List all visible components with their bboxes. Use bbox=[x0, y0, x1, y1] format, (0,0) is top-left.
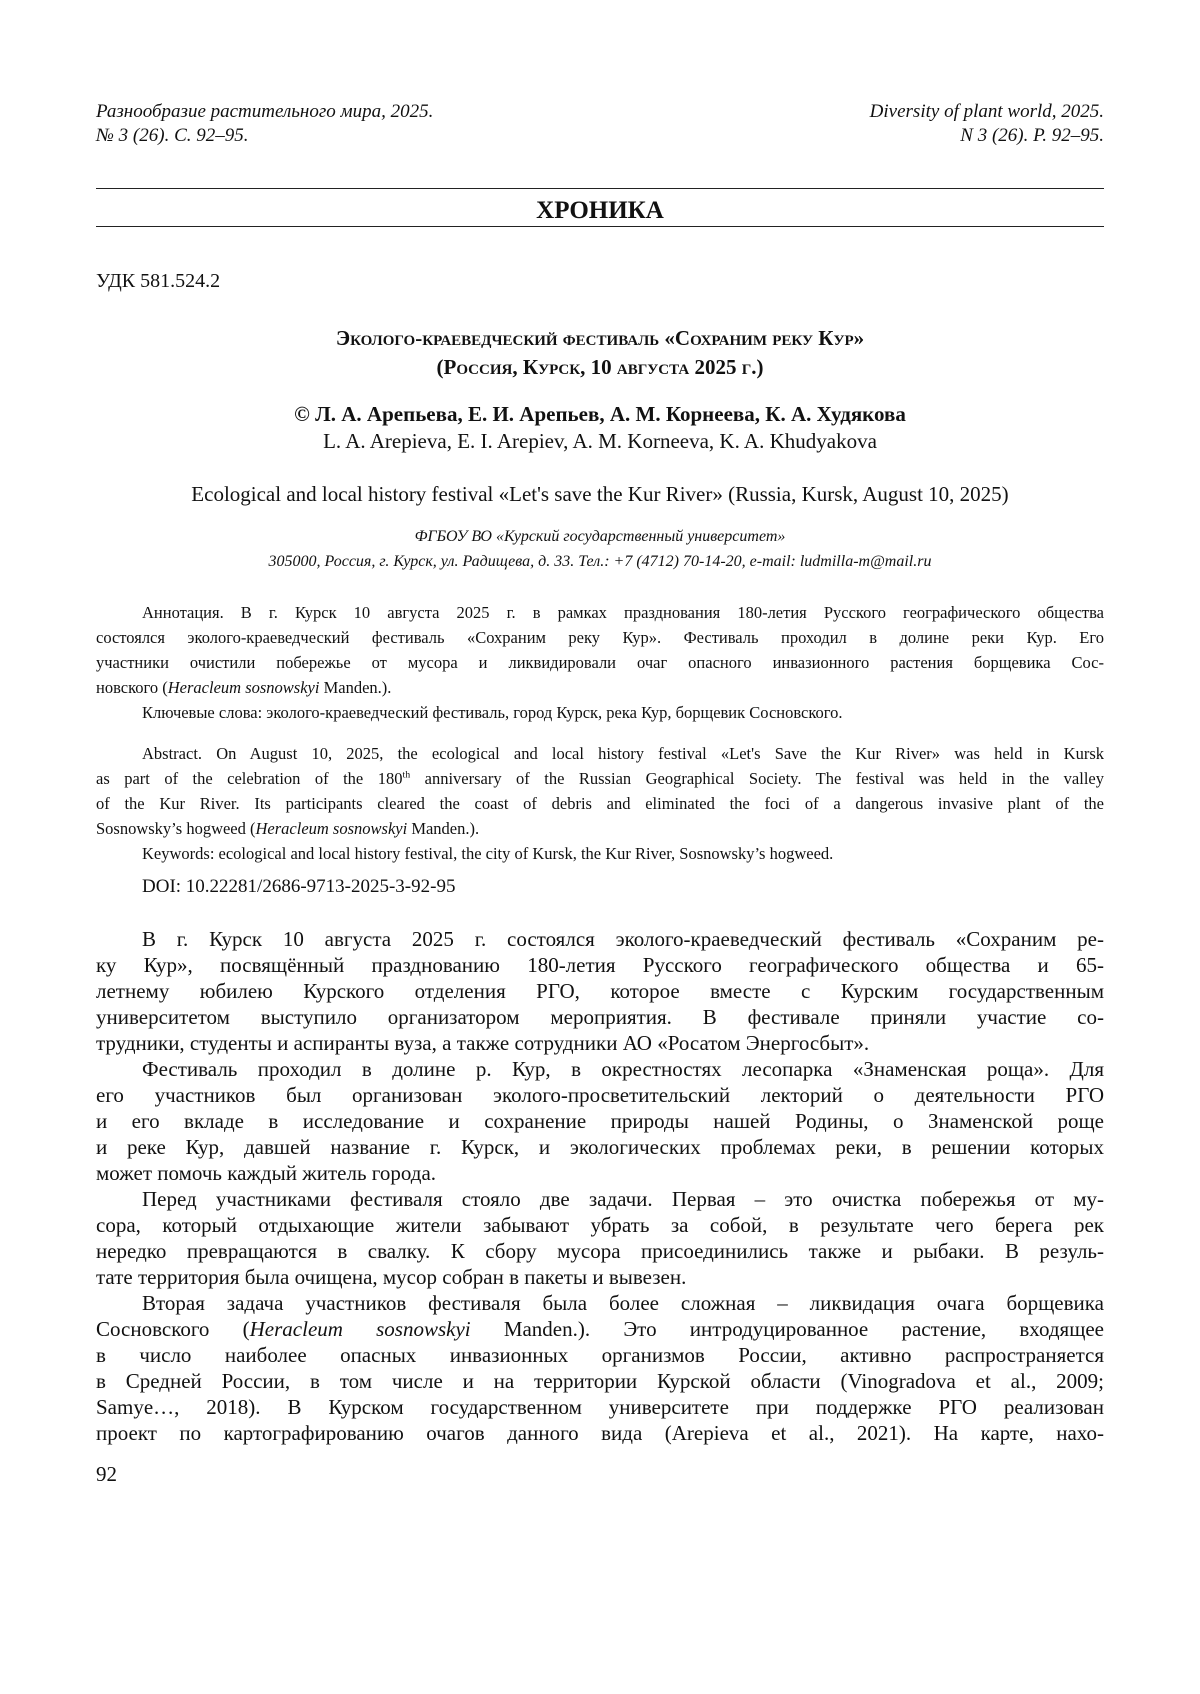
authors bbox=[96, 401, 1104, 455]
header-ru-line-2: № 3 (26). С. 92–95. bbox=[96, 124, 433, 148]
body-line: Вторая задача участников фестиваля была более сложная – ликвидация очага борщевика bbox=[96, 1290, 1104, 1316]
abstract-line: Abstract. On August 10, 2025, the ecological and local history festival «Let's Save the Kur River» was held in Kursk bbox=[96, 741, 1104, 766]
annotation-line bbox=[96, 675, 1104, 700]
section-rule-top bbox=[96, 188, 1104, 189]
text: anniversary of the Russian Geographical Society. The festival was held in the valley bbox=[410, 769, 1104, 788]
body-line: трудники, студенты и аспиранты вуза, а также сотрудники АО «Росатом Энергосбыт». bbox=[96, 1030, 1104, 1056]
body-line: ку Кур», посвящённый празднованию 180-летия Русского географического общества и 65- bbox=[96, 952, 1104, 978]
superscript: th bbox=[402, 770, 410, 781]
abstract-line bbox=[96, 766, 1104, 791]
udc-code: УДК 581.524.2 bbox=[96, 270, 220, 293]
species-name: Heracleum sosnowskyi bbox=[250, 1317, 471, 1341]
authors-ru: © Л. А. Арепьева, Е. И. Арепьев, А. М. Корнеева, К. А. Худякова bbox=[96, 401, 1104, 428]
section-heading: ХРОНИКА bbox=[96, 196, 1104, 226]
text: Sosnowsky’s hogweed ( bbox=[96, 819, 256, 838]
body-line: в Средней России, в том числе и на территории Курской области (Vinogradova et al., 2009; bbox=[96, 1368, 1104, 1394]
header-ru-line-1: Разнообразие растительного мира, 2025. bbox=[96, 100, 433, 124]
paragraph-3 bbox=[96, 1186, 1104, 1290]
body-line: и реке Кур, давшей название г. Курск, и экологических проблемах реки, в решении которых bbox=[96, 1134, 1104, 1160]
annotation-ru bbox=[96, 600, 1104, 725]
abstract-en bbox=[96, 741, 1104, 866]
body-line: В г. Курск 10 августа 2025 г. состоялся эколого-краеведческий фестиваль «Сохраним ре- bbox=[96, 926, 1104, 952]
text: Manden.). bbox=[319, 678, 391, 697]
authors-en: L. A. Arepieva, E. I. Arepiev, A. M. Korneeva, K. A. Khudyakova bbox=[96, 428, 1104, 455]
body-line: нередко превращаются в свалку. К сбору мусора присоединились также и рыбаки. В резуль- bbox=[96, 1238, 1104, 1264]
body-line: в число наиболее опасных инвазионных организмов России, активно распространяется bbox=[96, 1342, 1104, 1368]
body-line: Samye…, 2018). В Курском государственном университете при поддержке РГО реализован bbox=[96, 1394, 1104, 1420]
species-name: Heracleum sosnowskyi bbox=[168, 678, 320, 697]
body-line bbox=[96, 1316, 1104, 1342]
header-en-line-2: N 3 (26). P. 92–95. bbox=[870, 124, 1104, 148]
text: новского ( bbox=[96, 678, 168, 697]
body-line: Перед участниками фестиваля стояло две задачи. Первая – это очистка побережья от му- bbox=[96, 1186, 1104, 1212]
body-line: университетом выступило организатором мероприятия. В фестивале приняли участие со- bbox=[96, 1004, 1104, 1030]
article-title-en: Ecological and local history festival «Let's save the Kur River» (Russia, Kursk, August 10, 2025) bbox=[96, 482, 1104, 507]
body-text bbox=[96, 926, 1104, 1446]
section-rule-bottom bbox=[96, 226, 1104, 227]
annotation-line: состоялся эколого-краеведческий фестиваль «Сохраним реку Кур». Фестиваль проходил в долине реки Кур. Его bbox=[96, 625, 1104, 650]
annotation-line: Аннотация. В г. Курск 10 августа 2025 г. в рамках празднования 180-летия Русского географического общества bbox=[96, 600, 1104, 625]
text: Сосновского ( bbox=[96, 1317, 250, 1341]
annotation-line: участники очистили побережье от мусора и ликвидировали очаг опасного инвазионного растения борщевика Сос- bbox=[96, 650, 1104, 675]
title-line-1: Эколого-краеведческий фестиваль «Сохраним реку Кур» bbox=[96, 324, 1104, 353]
text: Manden.). bbox=[407, 819, 479, 838]
body-line: Фестиваль проходил в долине р. Кур, в окрестностях лесопарка «Знаменская роща». Для bbox=[96, 1056, 1104, 1082]
article-title bbox=[96, 324, 1104, 382]
body-line: сора, который отдыхающие жители забывают убрать за собой, в результате чего берега рек bbox=[96, 1212, 1104, 1238]
paragraph-2 bbox=[96, 1056, 1104, 1186]
header-en-line-1: Diversity of plant world, 2025. bbox=[870, 100, 1104, 124]
title-line-2: (Россия, Курск, 10 августа 2025 г.) bbox=[96, 353, 1104, 382]
page-number: 92 bbox=[96, 1462, 117, 1486]
body-line: может помочь каждый житель города. bbox=[96, 1160, 1104, 1186]
doi: DOI: 10.22281/2686-9713-2025-3-92-95 bbox=[142, 876, 455, 898]
text: as part of the celebration of the 180 bbox=[96, 769, 402, 788]
body-line: проект по картографированию очагов данного вида (Arepieva et al., 2021). На карте, нахо- bbox=[96, 1420, 1104, 1446]
paragraph-1 bbox=[96, 926, 1104, 1056]
text: Manden.). Это интродуцированное растение, входящее bbox=[471, 1317, 1104, 1341]
body-line: тате территория была очищена, мусор собран в пакеты и вывезен. bbox=[96, 1264, 1104, 1290]
abstract-line bbox=[96, 816, 1104, 841]
abstract-line: of the Kur River. Its participants cleared the coast of debris and eliminated the foci of a dangerous invasive plant of the bbox=[96, 791, 1104, 816]
species-name: Heracleum sosnowskyi bbox=[256, 819, 408, 838]
affiliation-org: ФГБОУ ВО «Курский государственный университет» bbox=[96, 524, 1104, 549]
body-line: его участников был организован эколого-просветительский лекторий о деятельности РГО bbox=[96, 1082, 1104, 1108]
keywords-en: Keywords: ecological and local history festival, the city of Kursk, the Kur River, Sosnowsky’s hogweed. bbox=[96, 841, 1104, 866]
affiliation-address: 305000, Россия, г. Курск, ул. Радищева, д. 33. Тел.: +7 (4712) 70-14-20, e-mail: ludmilla-m@mail.ru bbox=[96, 549, 1104, 574]
journal-header-ru bbox=[96, 100, 433, 148]
paragraph-4 bbox=[96, 1290, 1104, 1446]
keywords-ru: Ключевые слова: эколого-краеведческий фестиваль, город Курск, река Кур, борщевик Сосновского. bbox=[96, 700, 1104, 725]
journal-header-en bbox=[870, 100, 1104, 148]
body-line: летнему юбилею Курского отделения РГО, которое вместе с Курским государственным bbox=[96, 978, 1104, 1004]
body-line: и его вкладе в исследование и сохранение природы нашей Родины, о Знаменской роще bbox=[96, 1108, 1104, 1134]
affiliation bbox=[96, 524, 1104, 574]
